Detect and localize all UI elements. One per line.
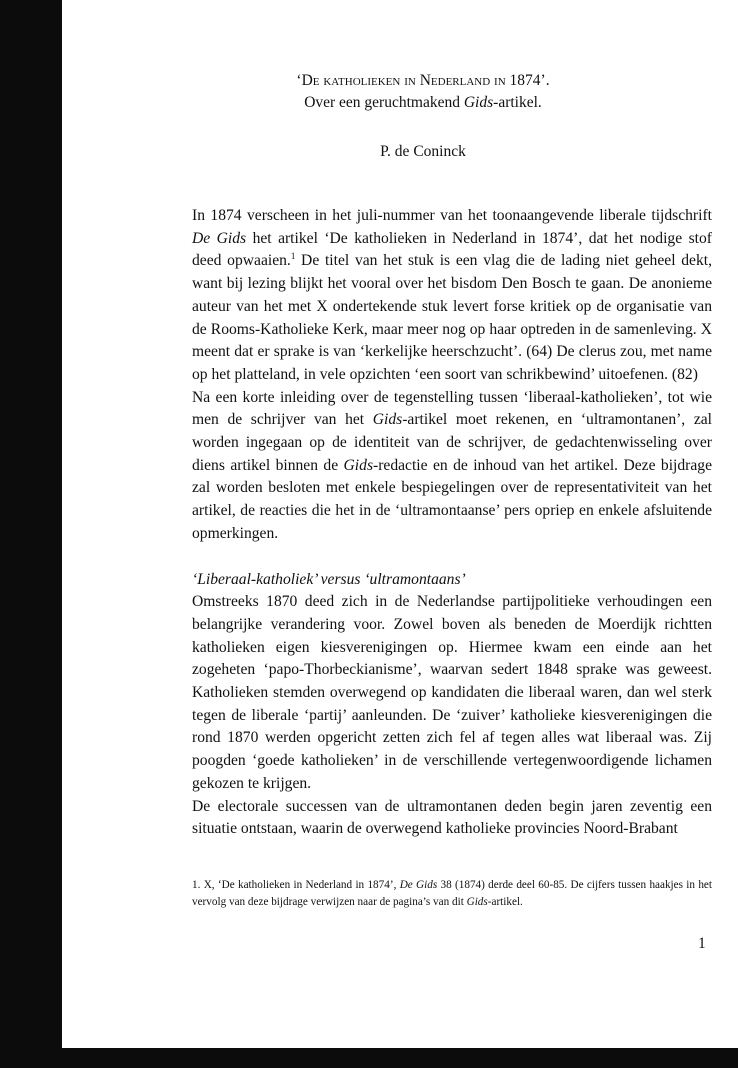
article-body [192,205,712,841]
article-title: ‘De katholieken in Nederland in 1874’. [296,72,550,89]
page-number: 1 [698,935,706,952]
scan-border-left [0,0,62,1068]
paragraph-outline: Na een korte inleiding over de tegenstelling tussen ‘liberaal-katholieken’, tot wie men de schrijver van het Gids-artikel moet rekenen, en ‘ultramontanen’, zal worden ingegaan op de identiteit van de schrijver, de gedachtenwisseling over diens artikel binnen de Gids-redactie en de inhoud van het artikel. Deze bijdrage zal worden besloten met enkele bespiegelingen over de representativiteit van het artikel, de reacties die het in de ‘ultramontaanse’ pers opriep en enkele afsluitende opmerkingen. [192,388,712,542]
section-heading: ‘Liberaal-katholiek’ versus ‘ultramontaans’ [192,570,466,588]
paragraph-section-1: Omstreeks 1870 deed zich in de Nederlandse partijpolitieke verhoudingen een belangrijke verandering voor. Zowel boven als beneden de Moerdijk richtten katholieken eigen kiesverenigingen op. Hiermee kwam een einde aan het zogeheten ‘papo-Thorbeckianisme’, waarvan sedert 1848 sprake was geweest. Katholieken stemden overwegend op kandidaten die liberaal waren, dan wel sterk tegen de liberale ‘partij’ aanleunden. De ‘zuiver’ katholieke kiesverenigingen die rond 1870 werden opgericht zetten zich fel af tegen alles wat liberaal was. Zij poogden ‘goede katholieken’ in de verschillende vertegenwoordigende lichamen gekozen te krijgen. [192,593,712,792]
article-author: P. de Coninck [380,143,466,160]
paragraph-section-2: De electorale successen van de ultramontanen deden begin jaren zeventig een situatie ontstaan, waarin de overwegend katholieke provincies Noord-Brabant [192,797,712,838]
paragraph-intro: In 1874 verscheen in het juli-nummer van het toonaangevende liberale tijdschrift De Gids het artikel ‘De katholieken in Nederland in 1874’, dat het nodige stof deed opwaaien.$^1$ De titel van het stuk is een vlag die de lading niet geheel dekt, want bij lezing blijkt het vooral over het bisdom Den Bosch te gaan. De anonieme auteur van het met X ondertekende stuk levert forse kritiek op de organisatie van de Rooms-Katholieke Kerk, maar meer nog op haar optreden in de samenleving. X meent dat er sprake is van ‘kerkelijke heerschzucht’. (64) De clerus zou, met name op het platteland, in vele opzichten ‘een soort van schrikbewind’ uitoefenen. (82) [192,207,713,383]
footnote-marker: 1 [290,251,296,262]
footnote: 1. X, ‘De katholieken in Nederland in 1874’, De Gids 38 (1874) derde deel 60-85. De cijfers tussen haakjes in het vervolg van deze bijdrage verwijzen naar de pagina’s van dit Gids-artikel. [192,879,712,908]
scan-border-bottom [0,1048,738,1068]
article-subtitle: Over een geruchtmakend Gids-artikel. [304,94,542,111]
document-page [62,0,738,1048]
